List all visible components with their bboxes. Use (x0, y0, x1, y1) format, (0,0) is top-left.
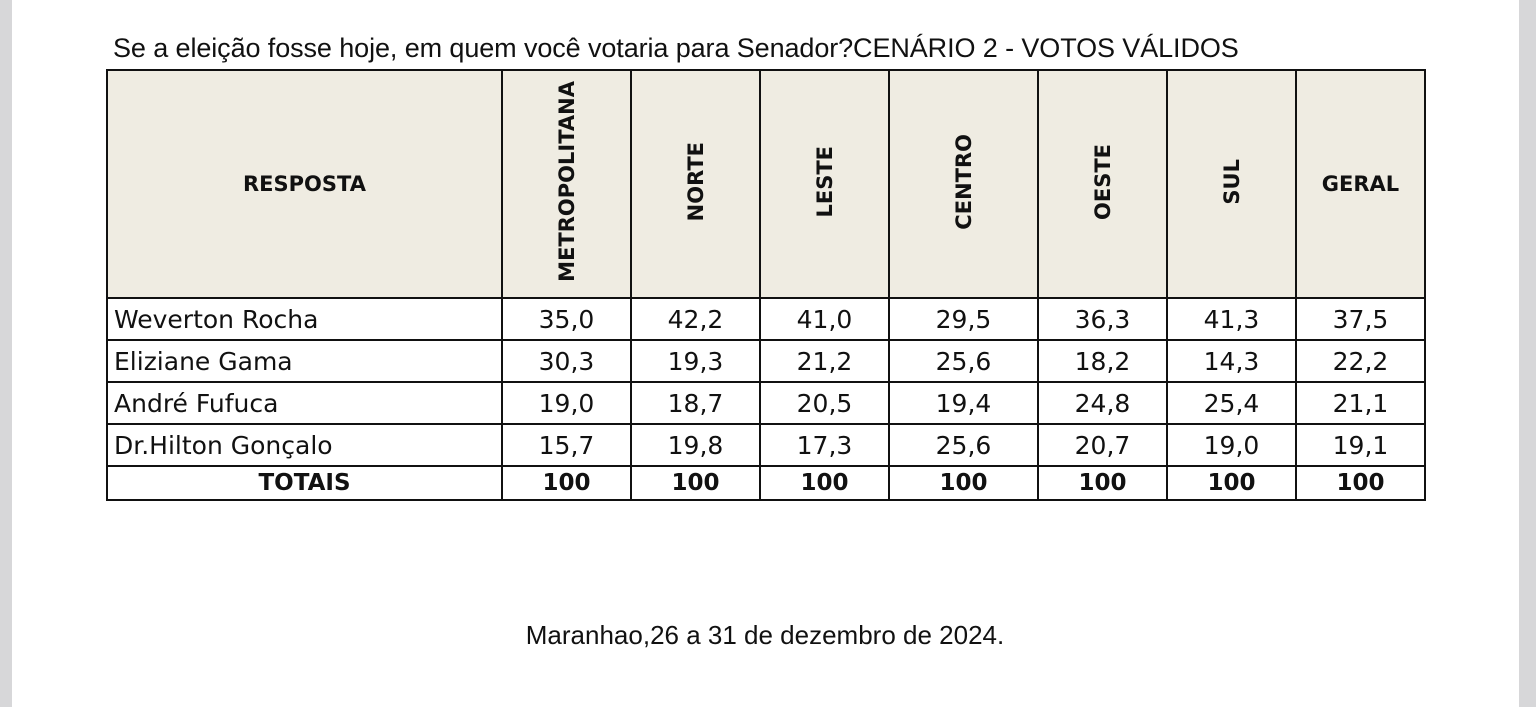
cell-value: 30,3 (502, 340, 631, 382)
totals-row (107, 466, 1425, 500)
cell-value: 21,1 (1296, 382, 1425, 424)
cell-value: 19,4 (889, 382, 1038, 424)
header-resposta (107, 70, 502, 298)
header-metropolitana (502, 70, 631, 298)
header-sul (1167, 70, 1296, 298)
cell-value: 15,7 (502, 424, 631, 466)
cell-value: 21,2 (760, 340, 889, 382)
total-value: 100 (502, 466, 631, 500)
header-label: GERAL (1321, 172, 1400, 196)
cell-value: 19,3 (631, 340, 760, 382)
header-norte (631, 70, 760, 298)
table-header-row (107, 70, 1425, 298)
cell-value: 20,5 (760, 382, 889, 424)
header-oeste (1038, 70, 1167, 298)
total-value: 100 (889, 466, 1038, 500)
header-label: METROPOLITANA (554, 81, 579, 282)
candidate-name: André Fufuca (107, 382, 502, 424)
cell-value: 41,3 (1167, 298, 1296, 340)
cell-value: 19,0 (1167, 424, 1296, 466)
header-leste (760, 70, 889, 298)
cell-value: 22,2 (1296, 340, 1425, 382)
total-value: 100 (631, 466, 760, 500)
cell-value: 20,7 (1038, 424, 1167, 466)
header-label: LESTE (812, 145, 837, 218)
total-value: 100 (760, 466, 889, 500)
header-label: NORTE (683, 141, 708, 222)
cell-value: 41,0 (760, 298, 889, 340)
totals-label: TOTAIS (107, 466, 502, 500)
cell-value: 18,7 (631, 382, 760, 424)
table-row (107, 298, 1425, 340)
cell-value: 25,4 (1167, 382, 1296, 424)
cell-value: 42,2 (631, 298, 760, 340)
candidate-name: Eliziane Gama (107, 340, 502, 382)
header-label: SUL (1219, 158, 1244, 205)
cell-value: 18,2 (1038, 340, 1167, 382)
cell-value: 17,3 (760, 424, 889, 466)
header-label: RESPOSTA (243, 172, 366, 196)
cell-value: 37,5 (1296, 298, 1425, 340)
cell-value: 14,3 (1167, 340, 1296, 382)
cell-value: 19,1 (1296, 424, 1425, 466)
poll-results-table (106, 69, 1426, 501)
cell-value: 19,0 (502, 382, 631, 424)
table-row (107, 340, 1425, 382)
total-value: 100 (1038, 466, 1167, 500)
header-geral (1296, 70, 1425, 298)
table-row (107, 424, 1425, 466)
header-label: CENTRO (951, 133, 976, 230)
header-label: OESTE (1090, 143, 1115, 220)
poll-question-title: Se a eleição fosse hoje, em quem você votaria para Senador?CENÁRIO 2 - VOTOS VÁLIDOS (113, 33, 1239, 63)
cell-value: 19,8 (631, 424, 760, 466)
cell-value: 25,6 (889, 340, 1038, 382)
survey-date-footer: Maranhao,26 a 31 de dezembro de 2024. (525, 620, 1005, 650)
candidate-name: Dr.Hilton Gonçalo (107, 424, 502, 466)
cell-value: 25,6 (889, 424, 1038, 466)
cell-value: 35,0 (502, 298, 631, 340)
cell-value: 36,3 (1038, 298, 1167, 340)
header-centro (889, 70, 1038, 298)
candidate-name: Weverton Rocha (107, 298, 502, 340)
cell-value: 29,5 (889, 298, 1038, 340)
table-row (107, 382, 1425, 424)
total-value: 100 (1167, 466, 1296, 500)
cell-value: 24,8 (1038, 382, 1167, 424)
total-value: 100 (1296, 466, 1425, 500)
